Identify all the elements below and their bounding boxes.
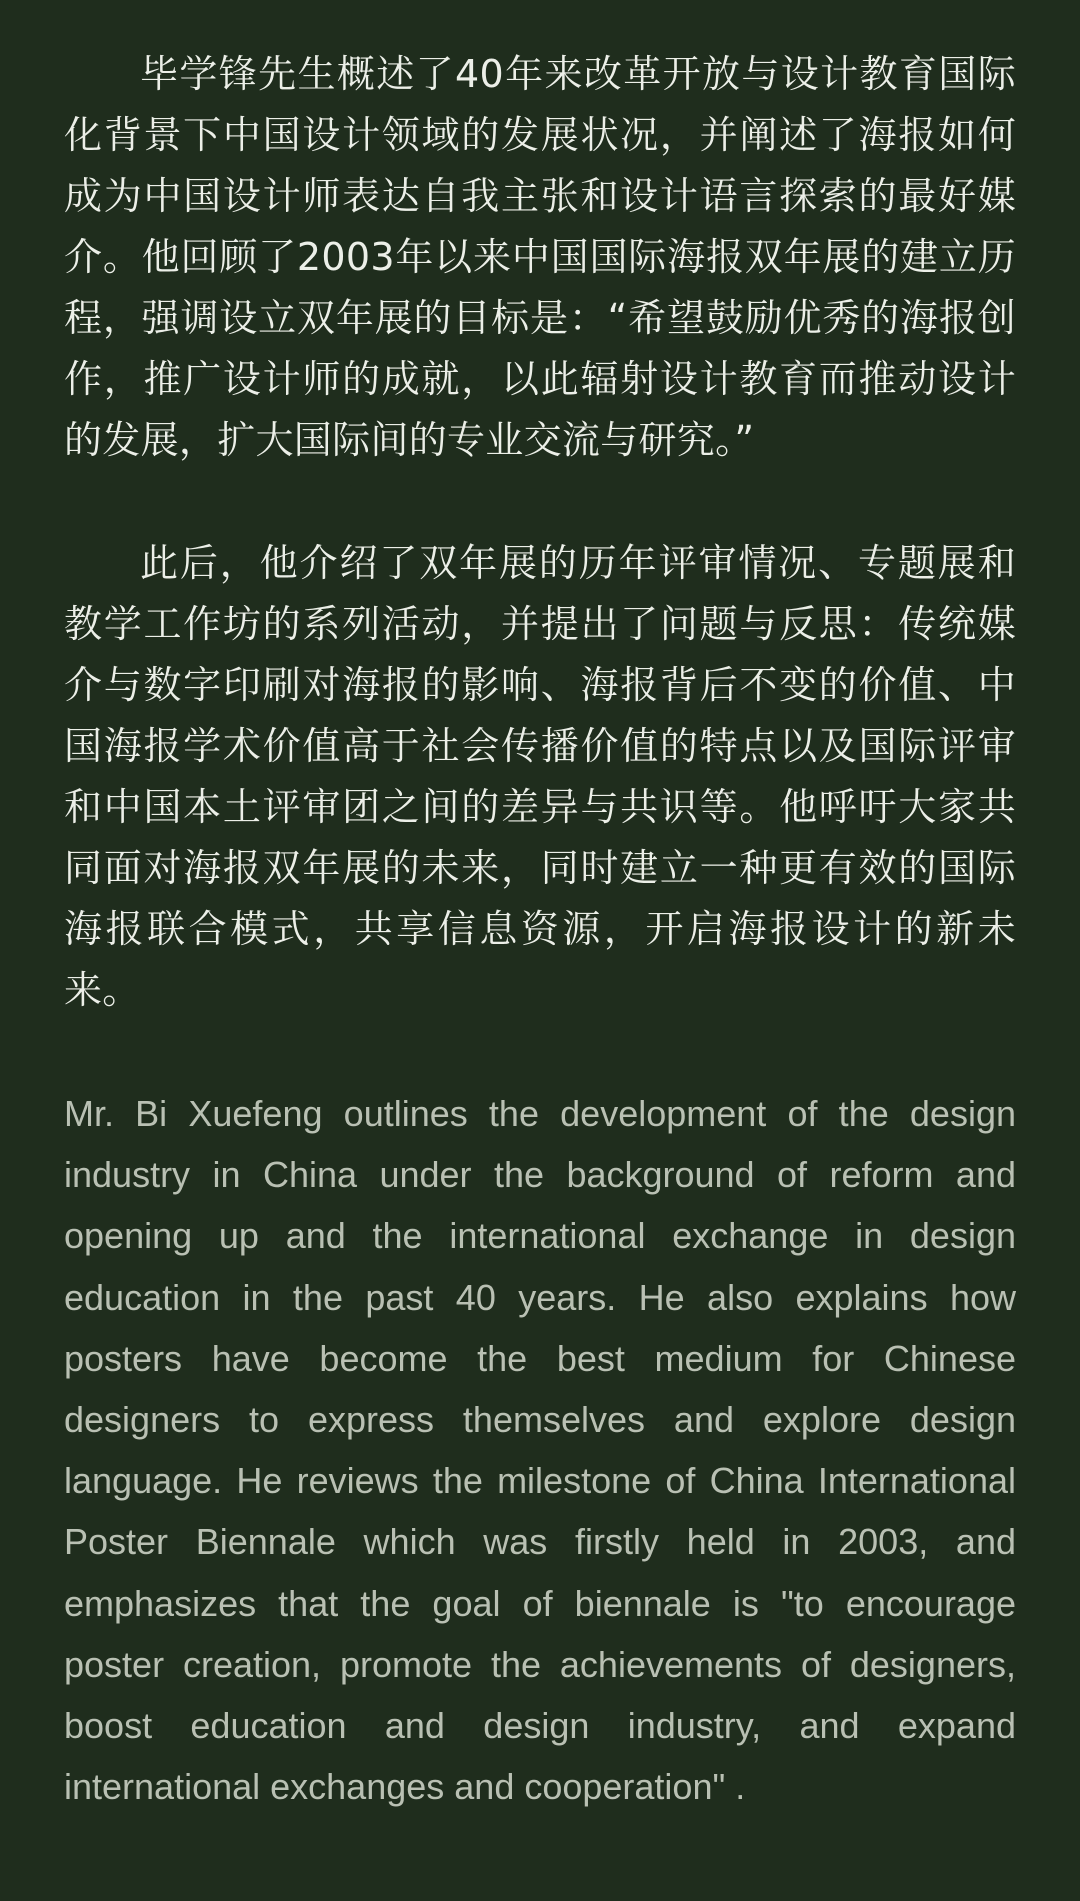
article-body: [64, 44, 1016, 1817]
chinese-paragraph-2: 此后，他介绍了双年展的历年评审情况、专题展和教学工作坊的系列活动，并提出了问题与反思：传统媒介与数字印刷对海报的影响、海报背后不变的价值、中国海报学术价值高于社会传播价值的特点以及国际评审和中国本土评审团之间的差异与共识等。他呼吁大家共同面对海报双年展的未来，同时建立一种更有效的国际海报联合模式，共享信息资源，开启海报设计的新未来。: [64, 541, 1016, 1012]
english-paragraph: Mr. Bi Xuefeng outlines the development of the design industry in China under the background of reform and opening up and the international exchange in design education in the past 40 years. He also explains how posters have become the best medium for Chinese designers to express themselves and explore design language. He reviews the milestone of China International Poster Biennale which was firstly held in 2003, and emphasizes that the goal of biennale is "to encourage poster creation, promote the achievements of designers, boost education and design industry, and expand international exchanges and cooperation" .: [64, 1093, 1016, 1808]
chinese-paragraph-1: 毕学锋先生概述了40年来改革开放与设计教育国际化背景下中国设计领域的发展状况，并阐述了海报如何成为中国设计师表达自我主张和设计语言探索的最好媒介。他回顾了2003年以来中国国际海报双年展的建立历程，强调设立双年展的目标是：“希望鼓励优秀的海报创作，推广设计师的成就，以此辐射设计教育而推动设计的发展，扩大国际间的专业交流与研究。”: [64, 52, 1016, 462]
